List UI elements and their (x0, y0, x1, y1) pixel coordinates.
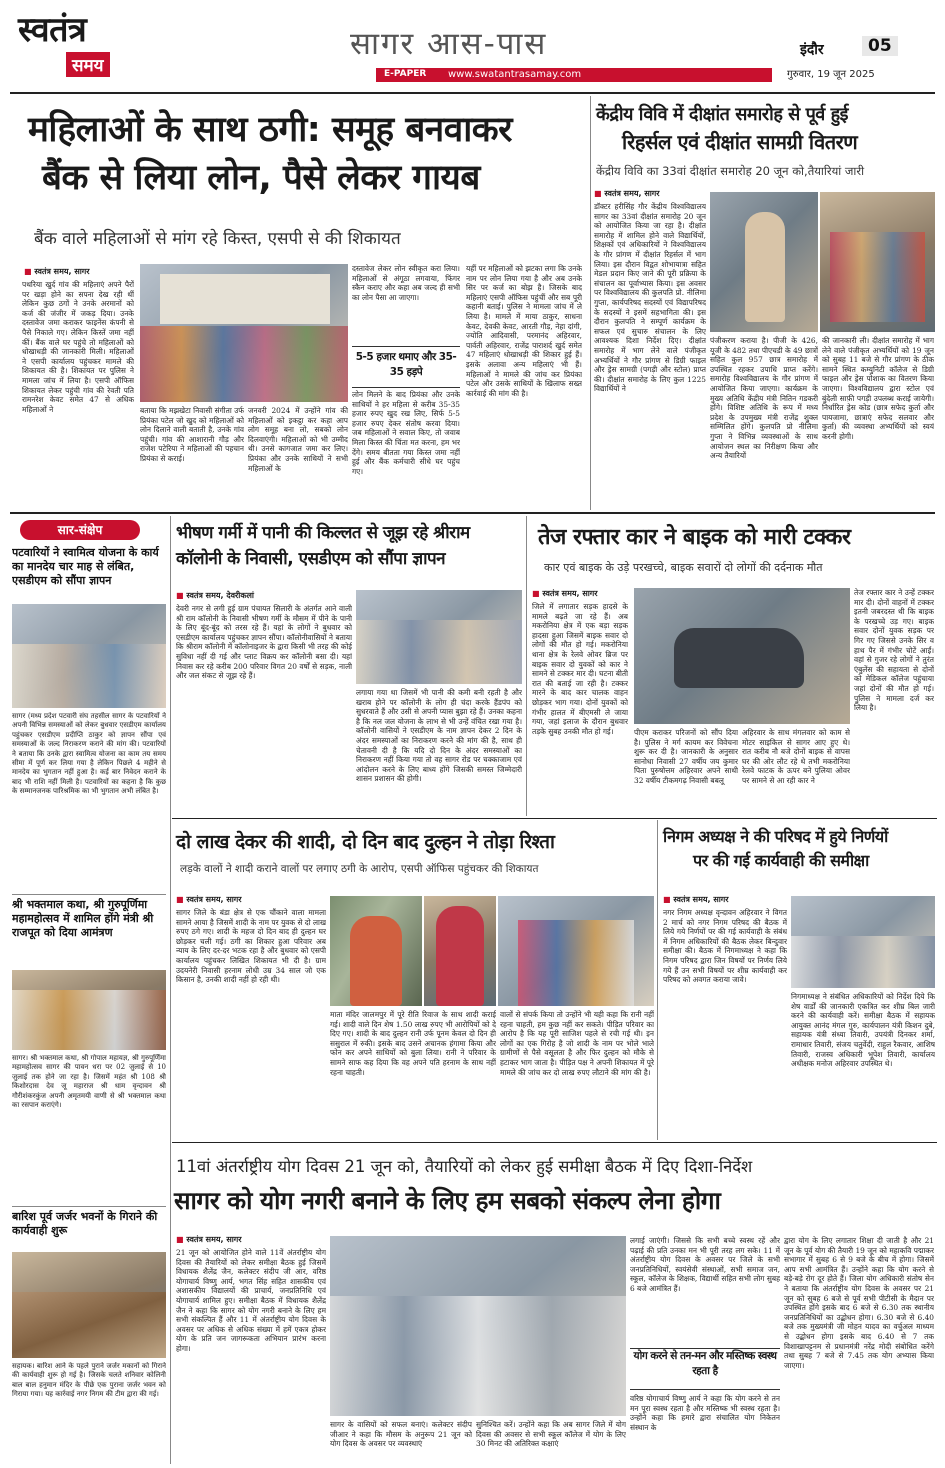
masthead (0, 0, 945, 90)
story-col-1: देवरी नगर से लगी हुई ग्राम पंचायत सिलारी के अंतर्गत आने वाली श्री राम कॉलोनी के निवासी भीषण गर्मी के मौसम में पीने के पानी के लिए बूंद-बूंद को तरस रहे हैं। यहां के लोगों ने बुधवार को एसडीएम कार्यालय पहुंचकर ज्ञापन सौंपा। कॉलोनीवासियों ने बताया कि श्रीराम कॉलोनी में कॉलोनाइजर के द्वारा किसी भी तरह की कोई सुविधा नहीं दी गई और प्लाट विक्रय कर कॉलोनी बसा दी। यहां निवास कर रहे करीब 200 परिवार विगत 20 वर्षों से सड़क, नाली और जल संकट से जूझ रहे हैं। (176, 604, 352, 681)
vertical-rule (526, 516, 527, 816)
story-col-4a: लगाई जाएंगी। जिससे कि सभी बच्चे स्वस्थ रहें और पढ़ाई की प्रति उनका मन भी पूरी तरह लग सके। 11 में अंतर्राष्ट्रीय योग दिवस के अवसर पर जिले के सभी जनप्रतिनिधियों, स्वयंसेवी संस्थाओं, सभी समाज जन, स्कूल, कॉलेज के शिक्षक, विद्यार्थी सहित सभी लोग सुबह 6 बजे आमंत्रित हैं। (630, 1236, 780, 1293)
epaper-label: E-PAPER (384, 69, 427, 79)
top-headline: 11वां अंतर्राष्ट्रीय योग दिवस 21 जून को, तैयारियों को लेकर हुई समीक्षा बैठक में दिए दिशा-निर्देश (176, 1157, 753, 1176)
story-photo (140, 264, 348, 402)
photo-group (356, 620, 522, 684)
story-col-2: लगाया गया था जिसमें भी पानी की कमी बनी रहती है और खराब होने पर कॉलोनी के लोग ही चंदा करके हैंडपंप को सुधरवाते हैं और उसी से अपनी प्यास बुझा रहे हैं। उनका कहना है कि नल जल योजना के लाभ से भी उन्हें वंचित रखा गया है। कॉलोनी वासियों ने एसडीएम के नाम ज्ञापन देकर 2 दिन के अंदर समस्याओं का निराकरण करने की मांग की है, साथ ही चेतावनी दी है कि यदि दो दिन के अंदर समस्याओं का निराकरण नहीं किया गया तो वह सागर रोड पर चक्काजाम एवं आंदोलन करने के लिए बाध्य होंगे जिसकी समस्त जिम्मेदारी शासन प्रशासन की होगी। (356, 688, 522, 784)
masthead-rule (10, 92, 935, 94)
brief-1-body: सागर (मध्य प्रदेश पटवारी संघ तहसील सागर के पटवारियों ने अपनी विभिन्न समस्याओं को लेकर बुधवार एसडीएम कार्यालय पहुंचकर एसडीएम प्रदीप्ति ठाकुर को ज्ञापन सौंपा एवं समस्याओं के जल्द निराकरण कराने की मांग की। पटवारियों ने बताया कि उनके द्वारा स्वामित्व योजना का काम तय समय सीमा में पूर्ण कर लिया गया है लेकिन पिछले 4 महीने से मानदेय का भुगतान नहीं हुआ है। कई बार निवेदन कराने के बाद भी राशि नहीं मिली है। पटवारियों का कहना है कि कुछ के सम्मानजनक पारिश्रमिक का भी भुगतान अभी लंबित है। (12, 712, 166, 796)
story-col-3: जनवरी 2024 में उन्होंने गांव की महिलाओं को इकट्ठा कर कहा आप लोग समूह बना लो, सबको लोन दिलवाएंगी। महिलाओं को भी उम्मीद थी। उनसे कागजात जमा कर लिए। प्रियंका और उनके साथियों ने सभी महिलाओं के (248, 406, 348, 473)
logo[interactable] (18, 10, 123, 82)
story-col-1: डॉक्टर हरीसिंह गौर केंद्रीय विश्वविद्यालय सागर का 33वां दीक्षांत समारोह 20 जून को आयोजित किया जा रहा है। दीक्षांत समारोह में शामिल होने वाले विद्यार्थियों, शिक्षकों एवं अधिकारियों ने विश्वविद्यालय के गौर प्रांगण में दीक्षांत रिहर्सल में भाग लिया। इस दौरान विद्वत शोभायात्रा सहित मेडल प्रदान किए जाने की पूरी प्रक्रिया के संचालन का पूर्वाभ्यास किया। इस अवसर पर विश्वविद्यालय की कुलपति प्रो. नीलिमा गुप्ता, कार्यपरिषद सदस्यों एवं विद्यापरिषद के सदस्यों ने इसमें सहभागिता की। इस दौरान कुलपति ने सम्पूर्ण कार्यक्रम के सफल एवं सुचारु संचालन के लिए आवश्यक दिशा निर्देश दिए। दीक्षांत समारोह में भाग लेने वाले पंजीकृत अभ्यर्थियों ने गौर प्रांगण से डिग्री फाइल और ड्रेस सामग्री (पगड़ी और स्टोल) प्राप्त की। दीक्षांत समारोह के लिए कुल 1225 विद्यार्थियों ने (594, 202, 706, 394)
story-water-shortage (172, 516, 524, 816)
story-marriage-fraud (172, 820, 656, 1140)
story-col-5: यहीं पर महिलाओं को झटका लगा कि उनके नाम पर लोन लिया गया है और अब उनके सिर पर कर्ज का बोझ है। जिसके बाद महिलाएं एसपी ऑफिस पहुंचीं और सब पूरी कहानी बताई। पुलिस ने मामला जांच में ले लिया है। मामले में माया ठाकुर, साधना केवट, देवकी केवट, आरती गौड़, नेहा दांगी, ज्योति आदिवासी, परमानंद अहिरवार, पार्वती अहिरवार, राजेंद्र पाराशर्द खुर्द समेत 47 महिलाएं धोखाधड़ी की शिकार हुई हैं। इसके अलावा अन्य महिलाएं भी हैं। महिलाओं ने मामले की जांच कर प्रियंका पटेल और उसके साथियों के खिलाफ सख्त कार्रवाई की मांग की है। (466, 264, 582, 398)
brief-3-headline[interactable]: बारिश पूर्व जर्जर भवनों के गिराने की कार्यवाही शुरू (12, 1210, 158, 1237)
photo-group (12, 644, 166, 708)
byline: ■ स्वतंत्र समय, सागर (532, 588, 598, 599)
headline-line-1: निगम अध्यक्ष ने की परिषद में हुये निर्णयों (663, 827, 888, 846)
brief-1-photo (12, 604, 166, 708)
section-title: सागर आस-पास (350, 26, 548, 62)
story-col-1: पथरिया खुर्द गांव की महिलाएं अपने पैरों पर खड़ा होने का सपना देख रही थीं लेकिन कुछ ठगों ने उनके अरमानों को कर्ज की जंजीर में जकड़ दिया। उनके दस्तावेज जमा कराकर फाइनेंस कंपनी से पैसे निकाले गए। लेकिन किस्तें जमा नहीं कीं। बैंक वाले घर पहुंचे तो महिलाओं को धोखाधड़ी की जानकारी मिली। महिलाओं ने एसपी कार्यालय पहुंचकर मामले की शिकायत की है। शिकायत पर पुलिस ने मामला जांच में लिया है। एसपी ऑफिस शिकायत लेकर पहुंची गांव की रेवती पति रामनरेश केवट समेत 47 से अधिक महिलाओं ने (22, 280, 134, 414)
sidebar-briefs (10, 516, 168, 1464)
subheadline: कार एवं बाइक के उड़े परखच्चे, बाइक सवारों दो लोगों की दर्दनाक मौत (544, 561, 823, 574)
brief-divider-2 (12, 1206, 166, 1207)
byline: ■ स्वतंत्र समय, सागर (24, 266, 90, 277)
byline: ■ स्वतंत्र समय, देवरीकलां (176, 590, 254, 601)
photo-people (518, 920, 634, 1006)
byline: ■ स्वतंत्र समय, सागर (663, 894, 729, 905)
headline-line-2: कॉलोनी के निवासी, एसडीएम को सौंपा ज्ञापन (176, 549, 446, 569)
brief-2-body: सागर। श्री भक्तमाल कथा, श्री गोपाल महायज्ञ, श्री गुरुपूर्णिमा महामहोत्सव सागर की पावन धरा पर 02 जुलाई से 10 जुलाई तक होने जा रहा है। जिसमें महंत श्री 108 श्री किशोरदास देव जू महाराज श्री धाम वृन्दावन श्री गौरीशंकरकुंज अपनी अमृतमयी वाणी से श्री भक्तमाल कथा का रसपान कराएंगे। (12, 1054, 166, 1110)
sidebar-rule (170, 516, 171, 1464)
city-label: इंदौर (800, 42, 824, 58)
photo-person (350, 916, 402, 1006)
story-convocation (592, 96, 937, 510)
story-col-4b: वरिष्ठ योगाचार्य विष्णु आर्य ने कहा कि योग करने से तन मन पूरा स्वस्थ रहता है और मस्तिष्क भी स्वस्थ रहता है। उन्होंने कहा कि हमारे द्वारा संचालित योग निकेतन संस्थान के (630, 1394, 780, 1432)
story-photo (791, 896, 935, 988)
brief-2-photo (12, 970, 166, 1050)
brief-2-headline[interactable]: श्री भक्तमाल कथा, श्री गुरुपूर्णिमा महामहोत्सव में शामिल होंगे मंत्री श्री राजपूत को दिया आमंत्रण (12, 898, 154, 939)
vertical-rule (657, 820, 658, 1140)
subheadline: केंद्रीय विवि का 33वां दीक्षांत समारोह 20 जून को,तैयारियां जारी (596, 164, 865, 178)
headline-line-2: पर की गई कार्यवाही की समीक्षा (693, 851, 869, 870)
page-number: 05 (862, 36, 898, 56)
story-col-4a: दस्तावेज लेकर लोन स्वीकृत करा लिया। महिलाओं से अंगूठा लगवाया, फिंगर स्कैन कराए और कहा अब जल्द ही सभी का लोन पैसा आ जाएगा। (352, 264, 460, 302)
story-col-2: पंजीकरण कराया है। पीजी के 426, यूजी के 482 तथा पीएचडी के 49 छात्रों सहित कुल 957 छात्र समारोह में उपस्थित रहकर उपाधि प्राप्त करेंगे। समारोह विश्वविद्यालय के गौर प्रांगण में आयोजित किया जाएगा। कार्यक्रम के मुख्य अतिथि केंद्रीय मंत्री नितिन गडकरी होंगे। विशिष्ट अतिथि के रूप में मध्य प्रदेश के उपमुख्य मंत्री राजेंद्र शुक्ल सम्मिलित होंगे। कुलपति प्रो नीलिमा गुप्ता ने विभिन्न व्यवस्थाओं के साथ आयोजन स्थल का निरीक्षण किया और अन्य तैयारियों (710, 336, 818, 461)
photo-building (160, 274, 330, 324)
story-col-4b: लोन मिलने के बाद प्रियंका और उनके साथियों ने हर महिला से करीब 35-35 हजार रुपए खुद रख लिए, सिर्फ 5-5 हजार रुपए देकर संतोष करवा दिया। जब महिलाओं ने सवाल किए, तो जवाब मिला किस्त की चिंता मत करना, हम भर देंगे। समय बीतता गया किस्त जमा नहीं हुई और बैंक कर्मचारी सीधे घर पहुंच गए। (352, 390, 460, 476)
story-car-accident (528, 516, 937, 816)
story-corporation-review (659, 820, 937, 1140)
story-col-1: नगर निगम अध्यक्ष वृन्दावन अहिरवार ने विगत 2 मार्च को नगर निगम परिषद की बैठक में लिये गये निर्णयों पर की गई कार्यवाही के संबंध में निगम अधिकारियों की बैठक लेकर बिन्दुवार समीक्षा की। बैठक में निगमाध्यक्ष ने कहा कि निगम परिषद द्वारा जिन विषयों पर निर्णय लिये गये हैं उन सभी विषयों पर शीघ्र कार्यवाही कर परिषद को अवगत कराया जावे। (663, 908, 787, 985)
subheadline: बैंक वाले महिलाओं से मांग रहे किस्त, एसपी से की शिकायत (34, 229, 401, 249)
story-col-2: माता मंदिर जालमपुर में पूरे रीति रिवाज के साथ शादी कराई गई। शादी वाले दिन शेष 1.50 लाख रुपए भी आरोपियों को दे दिए गए। शादी के बाद दुल्हन रानी उर्फ पूनम केवल दो दिन ही ससुराल में रुकी। इसके बाद उसने अचानक हंगामा किया और फोन कर अपने साथियों को बुला लिया। रानी ने परिवार के सामने साफ कह दिया कि वह अपने पति हरनाम के साथ नहीं रहना चाहती। (330, 1010, 496, 1077)
photo-people (830, 232, 925, 322)
headline: सागर को योग नगरी बनाने के लिए हम सबको संकल्प लेना होगा (174, 1186, 721, 1215)
brief-3-body: सहायक। बारिश आने के पहले पुराने जर्जर मकानों को गिराने की कार्यवाही शुरू हो गई है। जिसके चलते शनिवार कोलिनी बाल बाल हनुमान मंदिर के पीछे एक पुराना जर्जर भवन को गिराया गया। यह कार्रवाई नगर निगम की टीम द्वारा की गई। (12, 1362, 166, 1399)
story-photo (356, 590, 522, 684)
yoga-callout: योग करने से तन-मन और मस्तिष्क स्वस्थ रहता है (630, 1348, 780, 1390)
story-col-2: पीएम कराकर परिजनों को सौंप दिया है। पुलिस ने मर्ग कायम कर विवेचना शुरू कर दी है। जानकारी के अनुसार सानोधा निवासी 27 वर्षीय जय कुमार पिता पुरुषोत्तम अहिरवार अपने साथी 32 वर्षीय टीकमगढ़ निवासी बबलू (634, 728, 738, 785)
photo-car (674, 628, 804, 688)
brief-1-headline[interactable]: पटवारियों ने स्वामित्व योजना के कार्य का मानदेय चार माह से लंबित, एसडीएम को सौंपा ज्ञापन (12, 546, 159, 587)
subheadline: लड़के वालों ने शादी कराने वालों पर लगाए ठगी के आरोप, एसपी ऑफिस पहुंचकर की शिकायत (180, 863, 539, 875)
story-photo-2 (424, 896, 496, 1006)
story-col-5: द्वारा योग के लिए लगातार शिक्षा दी जाती है और 21 जून के पूर्व योग की तैयारी 19 जून को महाकवि पद्माकर सभागार में सुबह 6 से 9 बजे के बीच में होगा। जिसमें आप सभी आमंत्रित हैं। उन्होंने कहा कि योग करने से बड़े-बड़े रोग दूर होते हैं। जिला योग अधिकारी संतोष सेन ने बताया कि अंतर्राष्ट्रीय योग दिवस के अवसर पर 21 जून को सुबह 6 बजे से पूर्व सभी पीटीसी के मैदान पर उपस्थित होंगे इसके बाद 6 बजे से 6.30 तक स्थानीय जनप्रतिनिधियों का उद्बोधन होगा। 6.30 बजे से 6.40 बजे तक मुख्यमंत्री जी मोहन यादव का वर्चुअल माध्यम से उद्बोधन होगा इसके बाद 6.40 से 7 तक विशाखापट्टनम से प्रधानमंत्री नरेंद्र मोदी संबोधित करेंगे तथा सुबह 7 बजे से 7.45 तक योग अभ्यास किया जाएगा। (784, 1236, 934, 1370)
headline: दो लाख देकर की शादी, दो दिन बाद दुल्हन ने तोड़ा रिश्ता (176, 831, 555, 853)
story-col-2: बताया कि मझखेटा निवासी संगीता उर्फ प्रियंका पटेल जो खुद को महिलाओं को लोन दिलाने वाली बताती है, उनके गांव पहुंची। गांव की आशारानी गौड़ और राजेश पटेरिया ने महिलाओं की पहचान प्रियंका से कराई। (140, 406, 244, 463)
byline: ■ स्वतंत्र समय, सागर (176, 894, 242, 905)
story-col-1: सागर जिले के बंडा क्षेत्र से एक चौंकाने वाला मामला सामने आया है जिसमें शादी के नाम पर युवक से दो लाख रुपए ठगे गए। शादी के महज दो दिन बाद ही दुल्हन घर छोड़कर चली गई। ठगी का शिकार हुआ परिवार अब न्याय के लिए दर-दर भटक रहा है और बुधवार को एसपी कार्यालय पहुंचकर लिखित शिकायत भी दी है। ग्राम उदयनेरी निवासी हरनाम लोधी उम्र 34 साल जो एक किसान है, उनकी शादी नहीं हो रही थी। (176, 908, 326, 985)
story-photo-1 (330, 896, 422, 1006)
story-col-3: वालों से संपर्क किया तो उन्होंने भी यही कहा कि रानी नहीं रहना चाहती, हम कुछ नहीं कर सकते। पीड़ित परिवार का आरोप है कि यह पूरी साजिश पहले से रची गई थी। इन लोगों का एक गिरोह है जो शादी के नाम पर भोले भाले ग्रामीणों से पैसे वसूलता है और फिर दुल्हन को मौके से हटाकर भाग जाता है। पीड़ित पक्ष ने अपनी शिकायत में पूरे मामले की जांच कर दो लाख रुपए लौटाने की मांग की है। (500, 1010, 654, 1077)
callout-box (352, 346, 460, 388)
photo-caption: सागर के वासियों को सफल बनाएं। कलेक्टर संदीप जीआर ने कहा कि मौसम के अनुरूप 21 जून को योग दिवस के अवसर पर व्यवस्थाएं (330, 1420, 472, 1449)
story-col-2: निगमाध्यक्ष ने संबंधित अधिकारियों को निर्देश दिये कि शेष वार्डों की जानकारी एकत्रित कर शीघ्र बिल जारी करने की कार्यवाही करें। समीक्षा बैठक में सहायक आयुक्त आनंद मंगल गुरु, कार्यपालन यंत्री किशन दुबे, सहायक यंत्री संध्या तिवारी, उपयंत्री दिनकर शर्मा, रामाधार तिवारी, संजय चतुर्वेदी, राहुल रैकवार, आशिष तिवारी, राजस्व अधिकारी भूपेश तिवारी, कार्यालय अधीक्षक मनोज अहिरवार उपस्थित थे। (791, 992, 935, 1069)
logo-top: स्वतंत्र (18, 10, 87, 50)
headline-line-2: बैंक से लिया लोन, पैसे लेकर गायब (42, 158, 480, 198)
issue-date: गुरुवार, 19 जून 2025 (787, 69, 875, 80)
byline: ■ स्वतंत्र समय, सागर (594, 188, 660, 199)
website-link[interactable]: www.swatantrasamay.com (448, 69, 582, 80)
story-col-1: 21 जून को आयोजित होने वाले 11वें अंतर्राष्ट्रीय योग दिवस की तैयारियों को लेकर समीक्षा बैठक हुई जिसमें विधायक शैलेंद्र जैन, कलेक्टर संदीप जी आर, वरिष्ठ योगाचार्य विष्णु आर्य, भगत सिंह सहित शासकीय एवं अशासकीय विद्यालयों की प्राचार्य, जनप्रतिनिधि एवं योगाचार्य शामिल हुए। समीक्षा बैठक में विधायक शैलेंद्र जैन ने कहा कि सागर को योग नगरी बनाने के लिए हम सभी संकल्पित हैं और 11 में अंतर्राष्ट्रीय योग दिवस के अवसर पर अधिक से अधिक संख्या में हमें एकत्र होकर योग के प्रति जन जागरूकता अभियान प्रारंभ करना होगा। (176, 1248, 326, 1353)
story-photo (634, 588, 850, 724)
photo-crowd (140, 326, 348, 402)
story-women-fraud (10, 96, 588, 510)
story-col-4: तेज रफ्तार कार ने उन्हें टक्कर मार दी। दोनों वाहनों में टक्कर इतनी जबरदस्त थी कि बाइक के परखच्चे उड़ गए। बाइक सवार दोनों युवक सड़क पर गिर गए जिससे उनके सिर व हाथ पैर में गंभीर चोटें आईं। वहां से गुजर रहे लोगों ने तुरंत एंबुलेंस की सहायता से दोनों को मेडिकल कॉलेज पहुंचाया जहां दोनों की मौत हो गई। पुलिस ने मामला दर्ज कर लिया है। (854, 588, 934, 713)
callout-text: 5-5 हजार थमाए और 35-35 हड़पे (355, 351, 457, 378)
headline-line-1: महिलाओं के साथ ठगी: समूह बनवाकर (28, 110, 512, 150)
headline-line-1: केंद्रीय विवि में दीक्षांत समारोह से पूर्व हुई (596, 104, 848, 125)
logo-bottom: समय (66, 52, 110, 77)
section-rule (172, 818, 937, 819)
story-photo-1 (710, 192, 818, 332)
photo-meeting (791, 936, 935, 988)
byline: ■ स्वतंत्र समय, सागर (176, 1234, 242, 1245)
photo-rubble (12, 1292, 166, 1358)
brief-divider-1 (12, 894, 166, 895)
brief-3-photo (12, 1252, 166, 1358)
section-rule (172, 1142, 937, 1143)
vertical-rule (590, 96, 591, 510)
story-col-1: जिले में लगातार सड़क हादसे के मामले बढ़ते जा रहे हैं। अब मकरोनिया क्षेत्र में एक बड़ा सड़क हादसा हुआ जिसमें बाइक सवार दो लोगों की मौत हो गई। मकरोनिया थाना क्षेत्र के रेलवे ओवर ब्रिज पर बाइक सवार दो युवकों को कार ने सामने से टक्कर मार दी। घटना बीती रात की बताई जा रही है। टक्कर मारने के बाद कार चालक वाहन छोड़कर भाग गया। दोनों युवकों को गंभीर हालत में बीएमसी ले जाया गया, जहां इलाज के दौरान बुधवार तड़के सुबह उनकी मौत हो गई। (532, 602, 628, 736)
story-photo-3 (498, 896, 654, 1006)
photo-group (12, 990, 166, 1050)
photo-person (745, 212, 785, 322)
photo-meeting (330, 1296, 626, 1416)
headline-line-2: रिहर्सल एवं दीक्षांत सामग्री वितरण (622, 130, 858, 154)
section-rule (10, 512, 935, 514)
story-yoga-day (172, 1144, 937, 1464)
headline-line-1: भीषण गर्मी में पानी की किल्लत से जूझ रहे श्रीराम (176, 523, 470, 543)
headline: तेज रफ्तार कार ने बाइक को मारी टक्कर (538, 525, 851, 550)
sidebar-title: सार-संक्षेप (20, 520, 140, 540)
story-photo-2 (820, 192, 935, 332)
story-col-3: सुनिश्चित करें। उन्होंने कहा कि अब सागर जिले में योग दिवस की अवसर से सभी स्कूल कॉलेज में योग के लिए 30 मिनट की अतिरिक्त कक्षाएं (476, 1420, 626, 1449)
yoga-photo (330, 1236, 626, 1416)
photo-person (436, 906, 484, 1006)
story-col-3: अहिरवार के साथ मंगलवार को काम से मोटर साइकिल से सागर आए हुए थे। रात करीब नौ बजे दोनों बाइक से वापस घर की ओर लौट रहे थे तभी मकरोनिया रेलवे फाटक के ऊपर बने पुलिया ओवर पर सामने से आ रही कार ने (742, 728, 850, 785)
story-col-3: की जानकारी ली। दीक्षांत समारोह में भाग लेने वाले पंजीकृत अभ्यर्थियों को 19 जून को सुबह 11 बजे से गौर प्रांगण के ठीक सामने स्थित कम्युनिटी कॉलेज से डिग्री फाइल और ड्रेस पोशाक का वितरण किया जाएगा। विश्वविद्यालय द्वारा स्टोल एवं बुंदेली साफ़ी पगड़ी उपलब्ध कराई जायेगी। निर्धारित ड्रेस कोड (छात्र सफेद कुर्ता और पायजामा, छात्राएं सफेद सलवार और कुर्ता) की व्यवस्था अभ्यर्थियों को स्वयं करनी होगी। (822, 336, 934, 441)
